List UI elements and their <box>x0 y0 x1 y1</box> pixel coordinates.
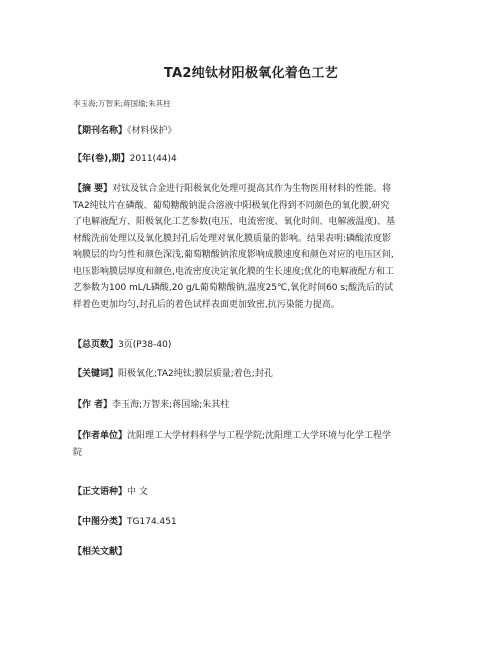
abstract-line: 电压影响膜层厚度和颜色,电流密度决定氧化膜的生长速度;优化的电解液配方和工 <box>73 266 394 277</box>
pages-label: 【总页数】 <box>73 340 119 350</box>
classification-label: 【中图分类】 <box>73 517 128 527</box>
abstract-line: 样着色更加均匀,封孔后的着色试样表面更加致密,抗污染能力提高。 <box>73 299 340 310</box>
affiliation-line <box>73 428 433 445</box>
related-field <box>73 544 433 561</box>
related-label: 【相关文献】 <box>73 547 128 557</box>
classification-field <box>73 514 433 531</box>
author-byline: 李玉海;万智来;蒋国瑜;朱其柱 <box>73 99 171 108</box>
journal-field <box>73 123 433 140</box>
abstract-line: 材酸洗前处理以及氧化膜封孔后处理对氧化膜质量的影响。结果表明:磷酸浓度影 <box>73 233 392 244</box>
abstract-text: 对钛及钛合金进行阳极氧化处理可提高其作为生物医用材料的性能。将 <box>112 184 392 194</box>
affiliation-label: 【作者单位】 <box>73 431 128 441</box>
author-label: 【作 者】 <box>73 400 113 410</box>
keywords-label: 【关键词】 <box>73 369 119 379</box>
abstract-line: 艺参数为100 mL/L磷酸,20 g/L葡萄糖酸钠,温度25℃,氧化时间60 s;酸洗后的试 <box>73 283 394 293</box>
pages-field <box>73 337 433 354</box>
abstract-field <box>73 181 433 313</box>
year-value: 2011(44)4 <box>129 154 177 164</box>
author-value: 李玉海;万智来;蒋国瑜;朱其柱 <box>112 400 230 410</box>
journal-label: 【期刊名称】 <box>73 126 128 136</box>
journal-value: 《材料保护》 <box>127 126 177 136</box>
language-value: 中 文 <box>127 487 148 497</box>
author-field <box>73 397 433 414</box>
keywords-field <box>73 366 433 383</box>
abstract-label: 【摘 要】 <box>73 184 113 194</box>
pages-value: 3页(P38-40) <box>118 340 172 350</box>
language-field <box>73 484 433 501</box>
abstract-line: 响膜层的均匀性和颜色深浅,葡萄糖酸钠浓度影响成膜速度和颜色对应的电压区间, <box>73 250 394 260</box>
affiliation-field <box>73 428 433 461</box>
abstract-line <box>73 181 433 198</box>
keywords-value: 阳极氧化;TA2纯钛;膜层质量;着色;封孔 <box>118 369 273 379</box>
document-title: TA2纯钛材阳极氧化着色工艺 <box>163 66 339 81</box>
language-label: 【正文语种】 <box>73 487 128 497</box>
affiliation-value: 沈阳理工大学材料科学与工程学院;沈阳理工大学环境与化学工程学 <box>127 431 392 441</box>
year-field <box>73 151 433 168</box>
abstract-line: 了电解液配方、阳极氧化工艺参数(电压、电流密度、氧化时间、电解液温度)、基 <box>73 217 396 227</box>
abstract-line: TA2纯钛片在磷酸、葡萄糖酸钠混合溶液中阳极氧化得到不同颜色的氧化膜,研究 <box>73 200 390 211</box>
year-label: 【年(卷),期】 <box>73 154 130 164</box>
affiliation-line: 院 <box>73 447 83 458</box>
classification-value: TG174.451 <box>127 517 177 527</box>
